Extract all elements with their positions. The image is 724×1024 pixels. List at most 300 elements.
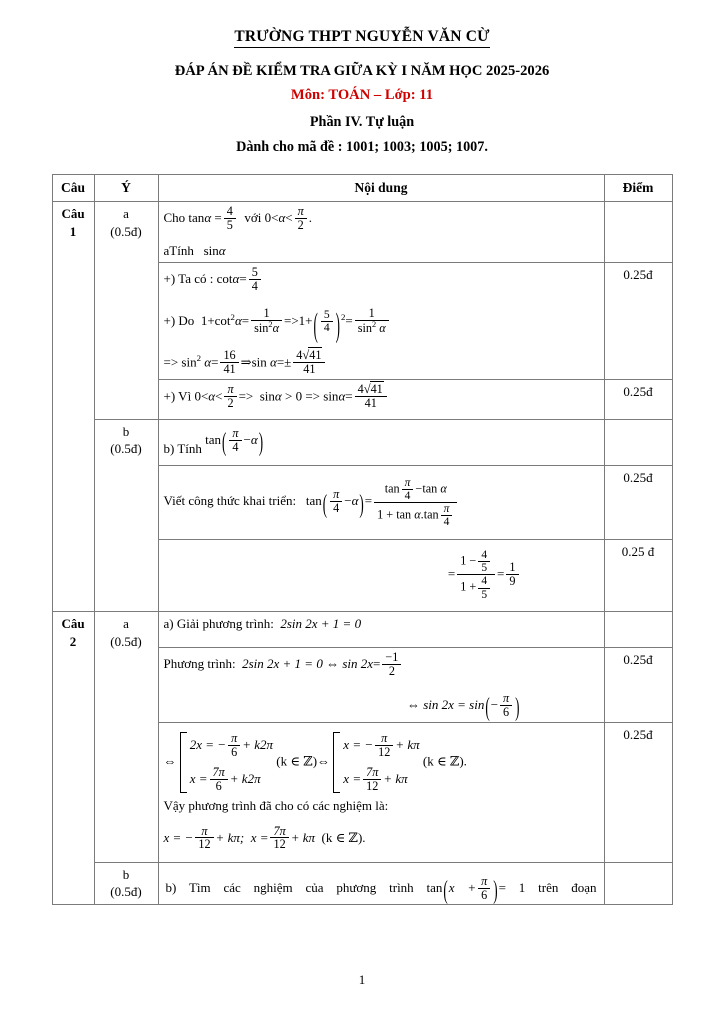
frac-pi-2 bbox=[295, 205, 307, 232]
m-eq: = bbox=[239, 271, 247, 287]
spacer bbox=[164, 232, 599, 242]
frac-1-sin2 bbox=[251, 307, 282, 335]
tan-expr bbox=[205, 425, 264, 457]
m-lhs: x = − bbox=[343, 736, 374, 752]
m-1minus: 1 − bbox=[460, 554, 477, 569]
m-1plus: 1 + bbox=[460, 580, 477, 595]
solutions-line bbox=[164, 825, 599, 852]
frac-7pi-6 bbox=[210, 766, 228, 793]
m-sin: sin bbox=[203, 242, 219, 258]
y-score: (0.5đ) bbox=[110, 884, 142, 900]
m-minus: − bbox=[344, 493, 352, 509]
frac-pi-4-inner bbox=[402, 477, 414, 502]
m-imp1: => bbox=[238, 388, 254, 404]
m-taco: +) Ta có : bbox=[163, 271, 214, 287]
m-lt1: < bbox=[271, 210, 279, 226]
frac-den: 5 bbox=[224, 218, 236, 232]
m-sup2: 2 bbox=[230, 311, 235, 322]
m-w8: trên bbox=[538, 879, 559, 895]
m-tail: + k2π bbox=[242, 736, 274, 752]
frac-4sqrt41-41 bbox=[293, 349, 325, 376]
y-score: (0.5đ) bbox=[110, 633, 142, 649]
paren-open: ( bbox=[322, 487, 328, 519]
system-1 bbox=[180, 732, 273, 793]
cell-content-1a bbox=[158, 202, 604, 263]
m-iff: ⇔ bbox=[326, 656, 340, 672]
exam-codes: Dành cho mã đề : 1001; 1003; 1005; 1007. bbox=[236, 139, 488, 155]
m-eq2: = bbox=[276, 354, 285, 370]
frac-den: 2 bbox=[224, 396, 236, 410]
frac-5-4b bbox=[321, 309, 333, 334]
frac-5-4 bbox=[249, 266, 261, 293]
frac-num: 1 bbox=[263, 306, 270, 321]
m-atinh: aTính bbox=[163, 242, 194, 258]
frac-den: 41 bbox=[355, 396, 387, 410]
frac-1-9 bbox=[506, 561, 518, 588]
m-zero: 0 bbox=[194, 388, 201, 404]
paren-open: ( bbox=[222, 425, 227, 457]
table-row bbox=[52, 419, 672, 466]
cell-y-2b bbox=[94, 862, 158, 905]
frac-pi-6 bbox=[500, 692, 512, 719]
page-number: 1 bbox=[358, 972, 366, 987]
frac-4-5 bbox=[478, 549, 490, 574]
m-4: 4 bbox=[357, 381, 364, 396]
m-lhs: x = bbox=[343, 771, 362, 787]
system-row bbox=[190, 732, 273, 759]
math-line bbox=[164, 615, 599, 633]
m-w7: trình bbox=[389, 879, 414, 895]
m-w2: Tìm bbox=[188, 879, 211, 895]
school-name-wrap bbox=[0, 0, 724, 48]
cau-number: 2 bbox=[69, 633, 77, 649]
table-row bbox=[52, 202, 672, 263]
m-tan: tan bbox=[205, 431, 222, 447]
frac-den: 6 bbox=[228, 745, 240, 759]
m-vi: +) Vì bbox=[163, 388, 192, 404]
m-dot: . bbox=[308, 210, 312, 226]
m-tail: + kπ bbox=[395, 736, 420, 752]
m-imp: => bbox=[163, 354, 179, 370]
m-imp: => bbox=[283, 313, 299, 329]
m-pm: ± bbox=[284, 354, 292, 370]
frac-pi-12 bbox=[375, 732, 393, 759]
cau-word: Câu bbox=[61, 616, 85, 632]
cell-y-1b bbox=[94, 419, 158, 612]
m-minus: − bbox=[243, 431, 251, 447]
m-eq1: = 1 bbox=[498, 879, 526, 895]
math-line-cot bbox=[164, 266, 599, 293]
cell-content-2b bbox=[158, 862, 604, 905]
y-label: b bbox=[122, 423, 130, 439]
col-header-noidung: Nội dung bbox=[158, 175, 604, 202]
cell-diem-1a bbox=[604, 202, 672, 263]
m-one: 1 bbox=[200, 313, 208, 329]
cau-word: Câu bbox=[61, 206, 85, 222]
frac-num bbox=[293, 349, 325, 362]
cell-content-derivation bbox=[158, 263, 604, 379]
m-tan: tan bbox=[305, 493, 322, 509]
frac-num: π bbox=[404, 477, 411, 490]
frac-tan-formula bbox=[374, 477, 457, 528]
m-cot: cot bbox=[216, 271, 233, 287]
m-alpha: α bbox=[379, 320, 386, 335]
frac-den: 4 bbox=[321, 321, 333, 334]
m-iff2: ⇔ bbox=[406, 697, 420, 713]
exam-title: ĐÁP ÁN ĐỀ KIỂM TRA GIỮA KỲ I NĂM HỌC 2025-2026 bbox=[174, 63, 550, 79]
frac-1-sin2b bbox=[355, 307, 389, 335]
m-one: 1 + bbox=[377, 508, 394, 523]
m-eq: = bbox=[214, 210, 222, 226]
m-s2tail: + kπ bbox=[290, 829, 316, 845]
frac-num: 4 bbox=[481, 549, 488, 562]
m-plus: + bbox=[207, 313, 215, 329]
frac-den: 5 bbox=[478, 561, 490, 574]
cell-content-sign bbox=[158, 379, 604, 419]
m-41: 41 bbox=[370, 381, 383, 396]
m-alpha: α bbox=[204, 354, 212, 370]
m-w6: phương bbox=[336, 879, 377, 895]
frac-7pi-12b bbox=[270, 825, 288, 852]
frac-compound bbox=[457, 549, 495, 600]
answer-key-table bbox=[52, 174, 673, 905]
math-line bbox=[164, 873, 599, 905]
frac-pi-4 bbox=[229, 427, 241, 454]
m-eq: = bbox=[447, 566, 456, 582]
frac-num: π bbox=[227, 381, 234, 396]
m-alpha: α bbox=[272, 320, 279, 335]
tan-group bbox=[426, 873, 526, 905]
frac-den: 12 bbox=[375, 745, 393, 759]
frac-num: 7π bbox=[366, 765, 379, 780]
m-sin: sin bbox=[259, 388, 275, 404]
m-eq: = bbox=[211, 354, 219, 370]
m-eq2: = bbox=[345, 313, 353, 329]
paren-close: ) bbox=[493, 873, 498, 905]
spacer bbox=[164, 678, 599, 692]
m-tan2: tan bbox=[422, 481, 438, 496]
system-2 bbox=[333, 732, 419, 793]
m-sup: 2 bbox=[372, 319, 377, 329]
frac-num: π bbox=[443, 503, 450, 516]
y-score: (0.5đ) bbox=[110, 223, 142, 239]
subject-line: Môn: TOÁN – Lớp: 11 bbox=[290, 87, 434, 103]
m-tan: tan bbox=[384, 481, 400, 496]
m-cot2: cot bbox=[214, 313, 231, 329]
m-gt: > 0 bbox=[285, 388, 303, 404]
m-w5: của bbox=[305, 879, 324, 895]
cell-diem-s2: 0.25đ bbox=[604, 722, 672, 862]
m-iff2: ⇔ bbox=[317, 753, 331, 769]
sqrt-icon: √ bbox=[302, 347, 310, 362]
conclusion-line bbox=[164, 797, 599, 815]
paren-close: ) bbox=[335, 304, 340, 344]
y-label: a bbox=[123, 206, 129, 222]
paren-open: ( bbox=[485, 691, 490, 723]
bracket-icon bbox=[180, 732, 187, 793]
m-sin2: sin bbox=[323, 388, 339, 404]
m-eqs: = bbox=[373, 656, 381, 672]
m-zero: 0 bbox=[264, 210, 272, 226]
m-one2: 1 bbox=[298, 313, 306, 329]
col-header-diem: Điểm bbox=[604, 175, 672, 202]
frac-num: −1 bbox=[385, 650, 399, 665]
frac-den: 6 bbox=[210, 779, 228, 793]
cell-content-eval bbox=[158, 540, 604, 612]
cell-content-solve1 bbox=[158, 648, 604, 722]
math-line-2 bbox=[164, 691, 599, 723]
m-x: x + bbox=[448, 879, 477, 895]
frac-den bbox=[374, 502, 457, 528]
m-do: +) Do bbox=[163, 313, 195, 329]
spacer bbox=[164, 293, 599, 307]
frac-num: 7π bbox=[212, 765, 225, 780]
math-systems bbox=[164, 732, 599, 793]
col-header-y: Ý bbox=[94, 175, 158, 202]
frac-den: 4 bbox=[330, 501, 342, 515]
bracket-icon bbox=[333, 732, 340, 793]
frac-num: 5 bbox=[251, 265, 258, 280]
frac-neg1-2 bbox=[382, 651, 401, 678]
m-btinh: b) Tính bbox=[163, 440, 202, 456]
m-pt: Phương trình: bbox=[163, 656, 236, 672]
part-title: Phần IV. Tự luận bbox=[309, 114, 415, 130]
frac-num: 5 bbox=[323, 307, 330, 321]
m-4: 4 bbox=[296, 347, 303, 362]
cell-content-2a bbox=[158, 612, 604, 648]
math-line bbox=[164, 651, 599, 678]
paren-close: ) bbox=[515, 691, 520, 723]
math-line-identity bbox=[163, 304, 599, 344]
paren-close: ) bbox=[258, 425, 264, 457]
m-dot: . bbox=[420, 508, 424, 523]
frac-num: 1 bbox=[368, 306, 375, 321]
cell-content-solve2 bbox=[158, 722, 604, 862]
m-plus2: + bbox=[305, 313, 313, 329]
m-s2lhs: x = bbox=[250, 829, 269, 845]
frac-7pi-12 bbox=[363, 766, 381, 793]
frac-num: π bbox=[481, 873, 488, 888]
m-alpha2: α bbox=[278, 210, 286, 226]
m-lt: < bbox=[200, 388, 209, 404]
frac-num: 4 bbox=[481, 575, 488, 588]
m-cho: Cho bbox=[163, 210, 186, 226]
frac-den: 2 bbox=[295, 218, 307, 232]
frac-den: 4 bbox=[229, 440, 241, 454]
frac-pi-6 bbox=[228, 732, 240, 759]
frac-num: π bbox=[381, 730, 388, 745]
frac-16-41 bbox=[220, 349, 238, 376]
m-tan: tan bbox=[426, 879, 443, 895]
frac-pi-4-inner2 bbox=[441, 503, 453, 528]
m-eq: = bbox=[241, 313, 250, 329]
m-voi: với bbox=[244, 210, 262, 226]
frac-den: 12 bbox=[363, 779, 381, 793]
frac-den: 6 bbox=[500, 705, 512, 719]
frac-num: 4 bbox=[226, 204, 233, 219]
m-viet: Viết công thức khai triển: bbox=[163, 493, 297, 509]
school-name: TRƯỜNG THPT NGUYỄN VĂN CỪ bbox=[234, 28, 489, 48]
frac-den: 2 bbox=[382, 664, 401, 678]
cell-diem-s1: 0.25đ bbox=[604, 648, 672, 722]
m-eqn: 2sin 2x + 1 = 0 bbox=[280, 616, 362, 632]
m-kz1: (k ∈ ℤ) bbox=[276, 753, 318, 769]
cell-diem-2b bbox=[604, 862, 672, 905]
frac-pi-6 bbox=[478, 875, 490, 902]
frac-den: 5 bbox=[478, 588, 490, 601]
cell-diem-1b bbox=[604, 419, 672, 466]
m-sin2x: sin 2x bbox=[342, 656, 374, 672]
frac-den: 4 bbox=[402, 489, 414, 502]
m-alpha3: α bbox=[218, 242, 226, 258]
system-row bbox=[190, 766, 273, 793]
m-sup: 2 bbox=[196, 352, 202, 363]
paren-open: ( bbox=[313, 304, 318, 344]
frac-den: 12 bbox=[270, 837, 288, 851]
m-lhs: 2x = − bbox=[189, 736, 227, 752]
table-row bbox=[52, 862, 672, 905]
m-iff1: ⇔ bbox=[163, 753, 177, 769]
frac-num bbox=[355, 383, 387, 396]
frac-pi-2 bbox=[224, 383, 236, 410]
m-alpha2: α bbox=[269, 354, 277, 370]
frac-num: π bbox=[231, 730, 238, 745]
m-tan: tan bbox=[396, 508, 412, 523]
m-w9: đoạn bbox=[571, 879, 597, 895]
m-sin: sin bbox=[181, 354, 197, 370]
frac-den bbox=[355, 320, 389, 335]
cell-y-2a bbox=[94, 612, 158, 862]
m-alpha: α bbox=[351, 493, 359, 509]
m-eq: = bbox=[364, 493, 373, 509]
m-alpha: α bbox=[440, 481, 447, 496]
m-kz3: (k ∈ ℤ). bbox=[321, 829, 366, 845]
frac-num: π bbox=[333, 487, 340, 502]
spacer bbox=[164, 335, 599, 349]
m-kz2: (k ∈ ℤ). bbox=[422, 753, 467, 769]
math-line bbox=[163, 425, 599, 463]
m-41: 41 bbox=[309, 347, 322, 362]
frac-den bbox=[251, 320, 282, 335]
m-tan: tan bbox=[188, 210, 205, 226]
m-sin: sin bbox=[357, 320, 373, 335]
m-sin2: sin bbox=[251, 354, 267, 370]
frac-pi-12b bbox=[195, 825, 213, 852]
m-alpha: α bbox=[204, 210, 212, 226]
m-tan2: tan bbox=[423, 508, 439, 523]
m-s1lhs: x = − bbox=[163, 829, 194, 845]
paren-close: ) bbox=[359, 487, 364, 519]
cell-content-1b bbox=[158, 419, 604, 466]
frac-num: π bbox=[503, 691, 510, 706]
paren-open: ( bbox=[443, 873, 448, 905]
frac-den: 41 bbox=[293, 362, 325, 376]
m-alpha: α bbox=[232, 271, 240, 287]
col-header-cau: Câu bbox=[52, 175, 94, 202]
m-giai: a) Giải phương trình: bbox=[163, 616, 274, 632]
y-label: b bbox=[122, 866, 130, 882]
m-sup: 2 bbox=[268, 319, 273, 329]
m-alpha3: α bbox=[338, 388, 346, 404]
frac-4sqrt41-41b bbox=[355, 383, 387, 410]
frac-num: π bbox=[232, 425, 239, 440]
m-sin: sin bbox=[254, 320, 269, 335]
frac-num: 1 bbox=[509, 560, 516, 575]
math-line-2 bbox=[164, 242, 599, 260]
frac-den: 41 bbox=[220, 362, 238, 376]
m-lt2: < bbox=[285, 210, 293, 226]
cell-cau-2 bbox=[52, 612, 94, 905]
math-line bbox=[164, 205, 599, 232]
m-lhs: x = bbox=[189, 771, 208, 787]
m-w1: b) bbox=[165, 879, 177, 895]
m-w4: nghiệm bbox=[253, 879, 293, 895]
y-score: (0.5đ) bbox=[110, 441, 142, 457]
spacer bbox=[164, 815, 599, 825]
cell-cau-1 bbox=[52, 202, 94, 612]
frac-den: 12 bbox=[195, 837, 213, 851]
document-header bbox=[0, 0, 724, 156]
m-alpha: α bbox=[208, 388, 216, 404]
math-line bbox=[164, 549, 599, 600]
m-eq1: 2sin 2x + 1 = 0 bbox=[242, 656, 323, 672]
cell-content-formula bbox=[158, 466, 604, 540]
frac-num: 7π bbox=[273, 823, 286, 838]
m-imp2: => bbox=[305, 388, 321, 404]
m-arrow: ⇒ bbox=[240, 354, 252, 370]
frac-num: π bbox=[201, 823, 208, 838]
table-header-row bbox=[52, 175, 672, 202]
m-alpha2: α bbox=[274, 388, 282, 404]
math-line-result bbox=[164, 349, 599, 376]
m-alpha: α bbox=[250, 431, 258, 447]
m-psup: 2 bbox=[340, 311, 346, 322]
cell-y-1a bbox=[94, 202, 158, 419]
m-minus: − bbox=[490, 697, 499, 713]
table-row bbox=[52, 612, 672, 648]
m-s1tail: + kπ; bbox=[215, 829, 245, 845]
m-vay: Vậy phương trình đã cho có các nghiệm là: bbox=[163, 797, 389, 813]
m-minus: − bbox=[415, 481, 423, 496]
system-row bbox=[343, 766, 419, 793]
frac-4-5 bbox=[224, 205, 236, 232]
system-rows bbox=[343, 732, 419, 793]
frac-den: 4 bbox=[441, 515, 453, 528]
frac-pi-4 bbox=[330, 488, 342, 515]
system-row bbox=[343, 732, 419, 759]
system-rows bbox=[190, 732, 273, 793]
frac-den: 4 bbox=[249, 279, 261, 293]
m-eq: = bbox=[345, 388, 353, 404]
m-sin2x2: sin 2x = sin bbox=[423, 697, 485, 713]
frac-num: π bbox=[297, 204, 304, 219]
sqrt-icon: √ bbox=[363, 381, 371, 396]
cau-number: 1 bbox=[69, 223, 77, 239]
m-tail: + k2π bbox=[229, 771, 261, 787]
frac-den: 6 bbox=[478, 888, 490, 902]
m-alpha: α bbox=[234, 313, 242, 329]
m-lt2: < bbox=[215, 388, 223, 404]
m-eq2: = bbox=[497, 566, 505, 582]
y-label: a bbox=[123, 616, 129, 632]
cell-diem-d2: 0.25đ bbox=[604, 379, 672, 419]
m-tail: + kπ bbox=[383, 771, 408, 787]
m-alpha: α bbox=[414, 508, 421, 523]
frac-num: 16 bbox=[223, 348, 236, 363]
math-line bbox=[164, 383, 599, 410]
cell-diem-2a bbox=[604, 612, 672, 648]
frac-num bbox=[374, 477, 457, 502]
